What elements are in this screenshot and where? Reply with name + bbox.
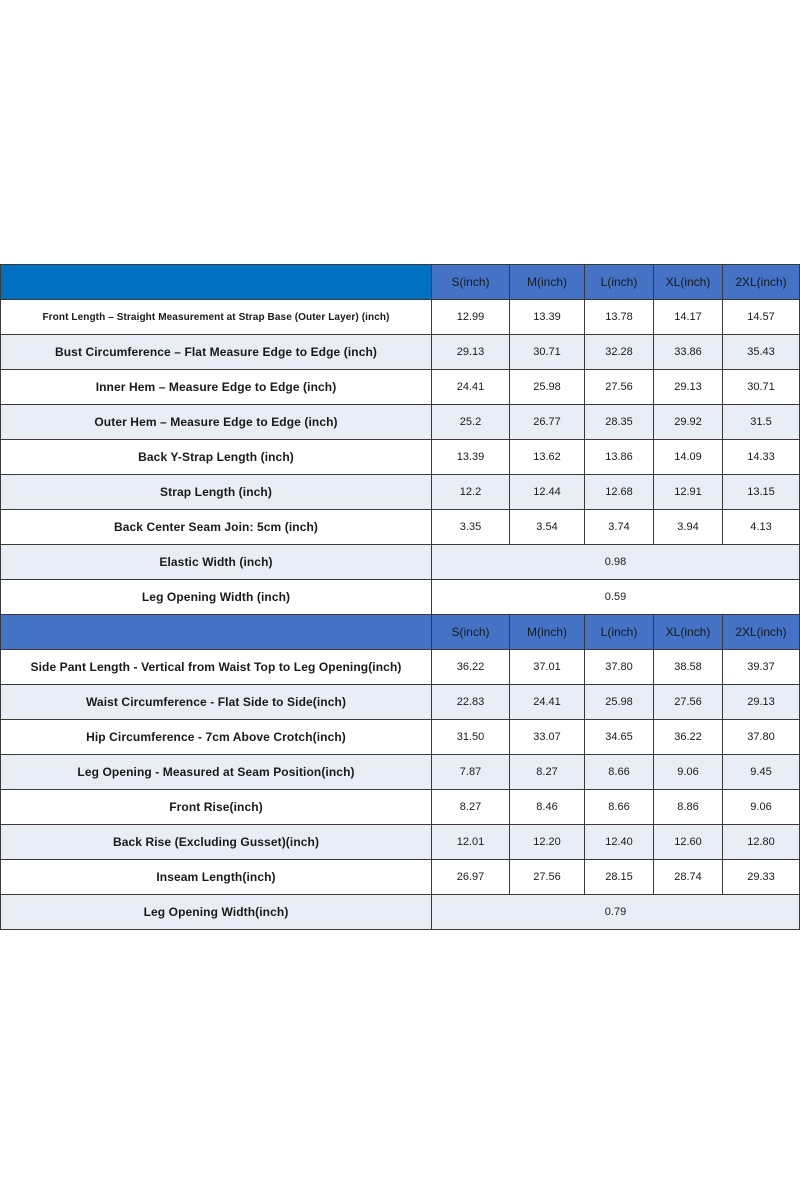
measurement-label: Side Pant Length - Vertical from Waist Top to Leg Opening(inch) bbox=[1, 650, 432, 685]
value-cell: 25.2 bbox=[432, 405, 510, 440]
measurement-row bbox=[1, 370, 800, 405]
value-cell: 14.33 bbox=[723, 440, 800, 475]
measurement-row bbox=[1, 685, 800, 720]
measurement-label: Leg Opening - Measured at Seam Position(inch) bbox=[1, 755, 432, 790]
value-cell: 33.86 bbox=[654, 335, 723, 370]
measurement-row bbox=[1, 475, 800, 510]
value-cell: 8.27 bbox=[510, 755, 585, 790]
value-cell: 12.40 bbox=[585, 825, 654, 860]
value-cell: 3.94 bbox=[654, 510, 723, 545]
measurement-label: Back Rise (Excluding Gusset)(inch) bbox=[1, 825, 432, 860]
value-cell: 8.27 bbox=[432, 790, 510, 825]
measurement-row bbox=[1, 650, 800, 685]
bottom_table-header-row bbox=[1, 615, 800, 650]
value-cell: 12.68 bbox=[585, 475, 654, 510]
value-cell: 13.78 bbox=[585, 300, 654, 335]
value-cell: 26.77 bbox=[510, 405, 585, 440]
measurement-row bbox=[1, 720, 800, 755]
value-cell: 4.13 bbox=[723, 510, 800, 545]
value-cell: 27.56 bbox=[654, 685, 723, 720]
value-cell: 7.87 bbox=[432, 755, 510, 790]
merged-value-cell: 0.79 bbox=[432, 895, 800, 930]
measurement-row bbox=[1, 300, 800, 335]
value-cell: 28.74 bbox=[654, 860, 723, 895]
merged-value-cell: 0.98 bbox=[432, 545, 800, 580]
value-cell: 29.92 bbox=[654, 405, 723, 440]
value-cell: 29.13 bbox=[432, 335, 510, 370]
size-header: XL(inch) bbox=[654, 615, 723, 650]
measurement-row bbox=[1, 825, 800, 860]
value-cell: 8.46 bbox=[510, 790, 585, 825]
size-header: L(inch) bbox=[585, 615, 654, 650]
size-header: M(inch) bbox=[510, 265, 585, 300]
value-cell: 13.39 bbox=[510, 300, 585, 335]
value-cell: 25.98 bbox=[510, 370, 585, 405]
value-cell: 37.80 bbox=[723, 720, 800, 755]
measurement-label: Leg Opening Width(inch) bbox=[1, 895, 432, 930]
measurement-label: Outer Hem – Measure Edge to Edge (inch) bbox=[1, 405, 432, 440]
value-cell: 8.66 bbox=[585, 790, 654, 825]
value-cell: 29.33 bbox=[723, 860, 800, 895]
bottom_table-header-corner bbox=[1, 615, 432, 650]
value-cell: 37.01 bbox=[510, 650, 585, 685]
measurement-row bbox=[1, 440, 800, 475]
measurement-label: Inseam Length(inch) bbox=[1, 860, 432, 895]
value-cell: 3.35 bbox=[432, 510, 510, 545]
value-cell: 8.66 bbox=[585, 755, 654, 790]
value-cell: 12.01 bbox=[432, 825, 510, 860]
measurement-label: Hip Circumference - 7cm Above Crotch(inch) bbox=[1, 720, 432, 755]
value-cell: 30.71 bbox=[723, 370, 800, 405]
top_table-header-corner bbox=[1, 265, 432, 300]
value-cell: 12.2 bbox=[432, 475, 510, 510]
value-cell: 12.44 bbox=[510, 475, 585, 510]
size-chart-table bbox=[0, 264, 800, 930]
measurement-row bbox=[1, 580, 800, 615]
measurement-label: Front Length – Straight Measurement at Strap Base (Outer Layer) (inch) bbox=[1, 300, 432, 335]
value-cell: 12.99 bbox=[432, 300, 510, 335]
value-cell: 3.74 bbox=[585, 510, 654, 545]
value-cell: 39.37 bbox=[723, 650, 800, 685]
value-cell: 27.56 bbox=[585, 370, 654, 405]
measurement-row bbox=[1, 405, 800, 440]
value-cell: 38.58 bbox=[654, 650, 723, 685]
value-cell: 3.54 bbox=[510, 510, 585, 545]
value-cell: 8.86 bbox=[654, 790, 723, 825]
value-cell: 13.39 bbox=[432, 440, 510, 475]
measurement-label: Back Center Seam Join: 5cm (inch) bbox=[1, 510, 432, 545]
value-cell: 24.41 bbox=[432, 370, 510, 405]
measurement-label: Bust Circumference – Flat Measure Edge to Edge (inch) bbox=[1, 335, 432, 370]
value-cell: 9.06 bbox=[723, 790, 800, 825]
measurement-row bbox=[1, 335, 800, 370]
measurement-label: Inner Hem – Measure Edge to Edge (inch) bbox=[1, 370, 432, 405]
value-cell: 34.65 bbox=[585, 720, 654, 755]
measurement-row bbox=[1, 790, 800, 825]
value-cell: 26.97 bbox=[432, 860, 510, 895]
size-header: S(inch) bbox=[432, 265, 510, 300]
measurement-label: Waist Circumference - Flat Side to Side(inch) bbox=[1, 685, 432, 720]
value-cell: 13.86 bbox=[585, 440, 654, 475]
value-cell: 24.41 bbox=[510, 685, 585, 720]
size-header: 2XL(inch) bbox=[723, 265, 800, 300]
value-cell: 9.06 bbox=[654, 755, 723, 790]
value-cell: 28.15 bbox=[585, 860, 654, 895]
measurement-row bbox=[1, 545, 800, 580]
value-cell: 31.50 bbox=[432, 720, 510, 755]
measurement-row bbox=[1, 510, 800, 545]
value-cell: 36.22 bbox=[432, 650, 510, 685]
value-cell: 35.43 bbox=[723, 335, 800, 370]
measurement-label: Back Y-Strap Length (inch) bbox=[1, 440, 432, 475]
value-cell: 22.83 bbox=[432, 685, 510, 720]
value-cell: 31.5 bbox=[723, 405, 800, 440]
value-cell: 14.57 bbox=[723, 300, 800, 335]
measurement-label: Leg Opening Width (inch) bbox=[1, 580, 432, 615]
value-cell: 29.13 bbox=[654, 370, 723, 405]
measurement-row bbox=[1, 860, 800, 895]
value-cell: 27.56 bbox=[510, 860, 585, 895]
value-cell: 14.09 bbox=[654, 440, 723, 475]
value-cell: 30.71 bbox=[510, 335, 585, 370]
value-cell: 13.15 bbox=[723, 475, 800, 510]
value-cell: 33.07 bbox=[510, 720, 585, 755]
value-cell: 29.13 bbox=[723, 685, 800, 720]
size-chart-body bbox=[1, 265, 800, 930]
top_table-header-row bbox=[1, 265, 800, 300]
measurement-row bbox=[1, 895, 800, 930]
merged-value-cell: 0.59 bbox=[432, 580, 800, 615]
size-header: XL(inch) bbox=[654, 265, 723, 300]
value-cell: 9.45 bbox=[723, 755, 800, 790]
value-cell: 25.98 bbox=[585, 685, 654, 720]
value-cell: 32.28 bbox=[585, 335, 654, 370]
measurement-label: Elastic Width (inch) bbox=[1, 545, 432, 580]
value-cell: 14.17 bbox=[654, 300, 723, 335]
size-header: L(inch) bbox=[585, 265, 654, 300]
value-cell: 12.60 bbox=[654, 825, 723, 860]
value-cell: 12.80 bbox=[723, 825, 800, 860]
value-cell: 37.80 bbox=[585, 650, 654, 685]
measurement-label: Front Rise(inch) bbox=[1, 790, 432, 825]
value-cell: 12.91 bbox=[654, 475, 723, 510]
value-cell: 13.62 bbox=[510, 440, 585, 475]
size-header: 2XL(inch) bbox=[723, 615, 800, 650]
value-cell: 36.22 bbox=[654, 720, 723, 755]
size-header: S(inch) bbox=[432, 615, 510, 650]
value-cell: 28.35 bbox=[585, 405, 654, 440]
value-cell: 12.20 bbox=[510, 825, 585, 860]
measurement-label: Strap Length (inch) bbox=[1, 475, 432, 510]
size-header: M(inch) bbox=[510, 615, 585, 650]
measurement-row bbox=[1, 755, 800, 790]
